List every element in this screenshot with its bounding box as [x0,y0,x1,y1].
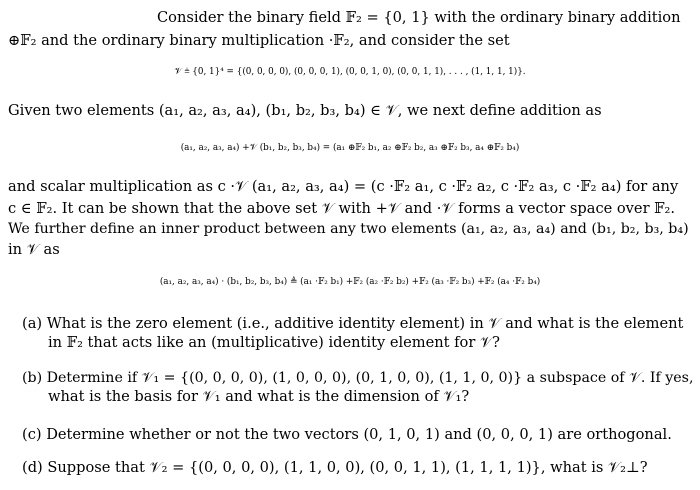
addition-definition-equation: (a₁, a₂, a₃, a₄) +𝒱 (b₁, b₂, b₃, b₄) = (a₁ ⊕𝔽₂ b₁, a₂ ⊕𝔽₂ b₂, a₃ ⊕𝔽₂ b₃, a₄ ⊕𝔽₂ b₄) [180,143,520,153]
part-b-line-1: (b) Determine if 𝒱₁ = {(0, 0, 0, 0), (1, 0, 0, 0), (0, 1, 0, 0), (1, 1, 0, 0)} a subspace of 𝒱. If yes, [22,370,694,386]
scalar-mult-line-2: c ∈ 𝔽₂. It can be shown that the above set 𝒱 with +𝒱 and ·𝒱 forms a vector space over 𝔽₂. [8,200,676,217]
part-a-line-2: in 𝔽₂ that acts like an (multiplicative) identity element for 𝒱? [48,334,500,351]
intro-line-2: ⊕𝔽₂ and the ordinary binary multiplication ·𝔽₂, and consider the set [8,32,510,49]
addition-intro: Given two elements (a₁, a₂, a₃, a₄), (b₁, b₂, b₃, b₄) ∈ 𝒱, we next define addition as [8,102,602,119]
part-b-line-2: what is the basis for 𝒱₁ and what is the dimension of 𝒱₁? [48,388,470,405]
scalar-mult-line-1: and scalar multiplication as c ·𝒱 (a₁, a₂, a₃, a₄) = (c ·𝔽₂ a₁, c ·𝔽₂ a₂, c ·𝔽₂ a₃, c ·𝔽₂ a₄) for any [8,178,679,195]
inner-product-line-1: We further define an inner product between any two elements (a₁, a₂, a₃, a₄) and (b₁, b₂, b₃, b₄) [8,221,689,237]
part-c-line-1: (c) Determine whether or not the two vectors (0, 1, 0, 1) and (0, 0, 0, 1) are orthogonal. [22,426,672,443]
intro-line-1: Consider the binary field 𝔽₂ = {0, 1} with the ordinary binary addition [157,9,681,26]
inner-product-line-2: in 𝒱 as [8,241,60,258]
part-a-line-1: (a) What is the zero element (i.e., additive identity element) in 𝒱 and what is the element [22,315,684,332]
inner-product-definition-equation: (a₁, a₂, a₃, a₄) · (b₁, b₂, b₃, b₄) ≜ (a₁ ·𝔽₂ b₁) +𝔽₂ (a₂ ·𝔽₂ b₂) +𝔽₂ (a₃ ·𝔽₂ b₃) +𝔽₂ (a₄ ·𝔽₂ b₄) [159,277,541,287]
part-d-line-1: (d) Suppose that 𝒱₂ = {(0, 0, 0, 0), (1, 1, 0, 0), (0, 0, 1, 1), (1, 1, 1, 1)}, what is 𝒱₂⊥? [22,459,648,476]
set-definition-equation: 𝒱 ≜ {0, 1}⁴ = {(0, 0, 0, 0), (0, 0, 0, 1), (0, 0, 1, 0), (0, 0, 1, 1), . . . , (1, 1, 1, 1)}. [174,67,526,77]
